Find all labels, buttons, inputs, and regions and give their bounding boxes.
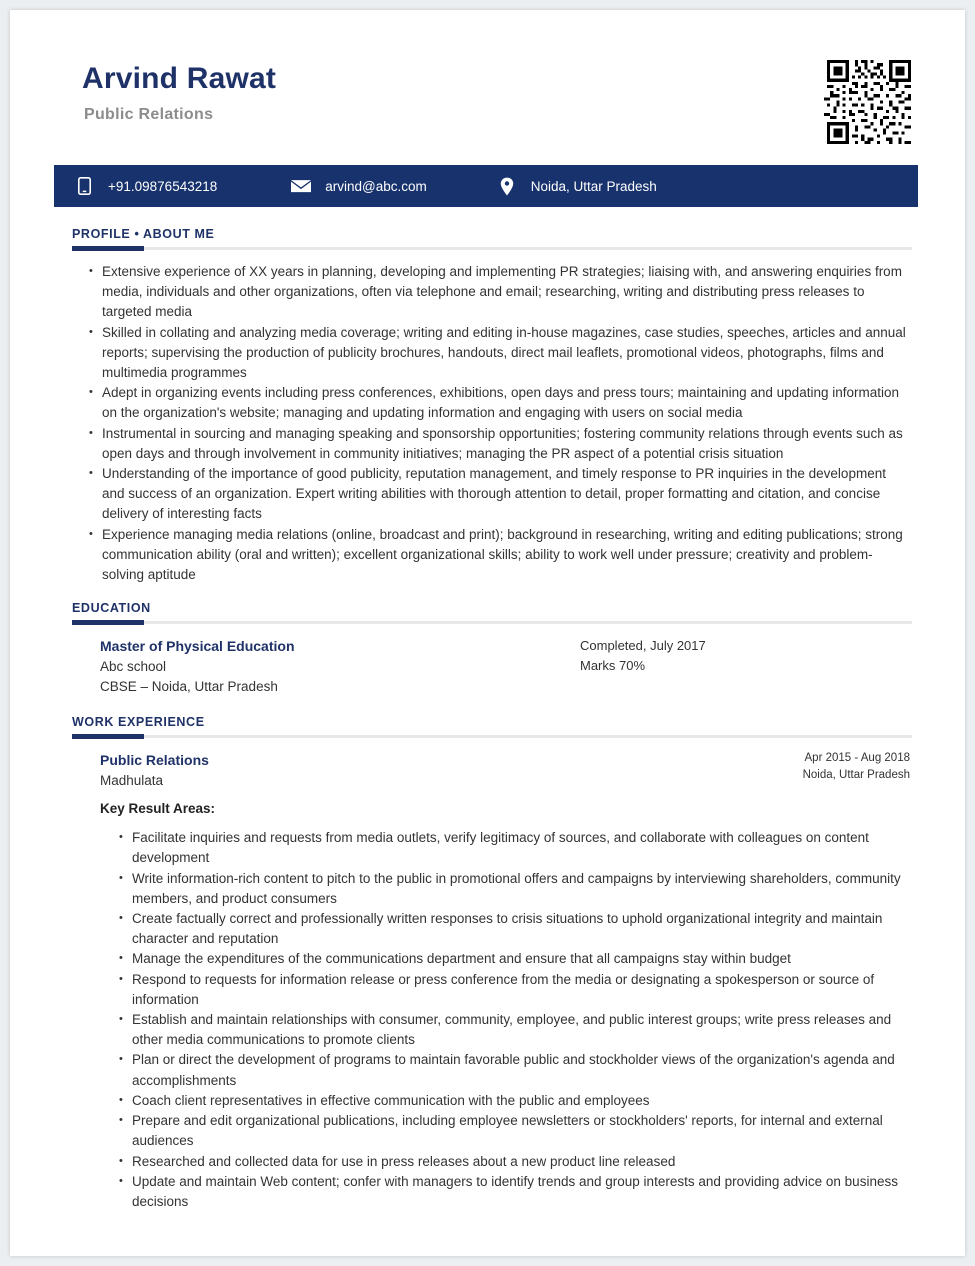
resume-header bbox=[10, 10, 965, 165]
education-degree: Master of Physical Education bbox=[100, 638, 295, 655]
section-work-experience bbox=[10, 715, 965, 1212]
work-dates: Apr 2015 - Aug 2018 bbox=[804, 752, 910, 765]
section-work-title: WORK EXPERIENCE bbox=[72, 715, 205, 730]
list-item: • Respond to requests for information release or press conference from the media or designating a spokesperson or source of information bbox=[118, 970, 910, 1010]
list-item: • Update and maintain Web content; confer with managers to identify trends and group interests and providing advice on business decisions bbox=[118, 1172, 910, 1212]
section-education-title: EDUCATION bbox=[72, 601, 151, 616]
work-role: Public Relations bbox=[100, 752, 209, 769]
education-status: Completed, July 2017 bbox=[580, 638, 706, 654]
resume-page bbox=[10, 10, 965, 1256]
education-entry-left bbox=[100, 636, 295, 697]
contact-location-text: Noida, Uttar Pradesh bbox=[530, 178, 657, 194]
list-item: • Understanding of the importance of good publicity, reputation management, and timely response to PR inquiries in the development and success of an organization. Expert writing abilities with thorough attention to detail, proper formatting and citation, and concise delivery of interesting facts bbox=[88, 464, 910, 525]
list-item: • Establish and maintain relationships with consumer, community, employee, and public interest groups; write press releases and other media communications to promote clients bbox=[118, 1010, 910, 1050]
list-item: • Coach client representatives in effective communication with the public and employees bbox=[118, 1091, 910, 1111]
envelope-icon bbox=[291, 176, 311, 196]
candidate-name: Arvind Rawat bbox=[82, 62, 277, 95]
section-profile-title: PROFILE • ABOUT ME bbox=[72, 227, 215, 241]
section-profile bbox=[10, 227, 965, 585]
education-school: Abc school bbox=[100, 659, 167, 675]
list-item: • Write information-rich content to pitch to the public in promotional offers and campaigns by interviewing shareholders, community members, and product consumers bbox=[118, 869, 910, 909]
contact-email-text: arvind@abc.com bbox=[325, 178, 427, 194]
list-item: • Adept in organizing events including press conferences, exhibitions, open days and press tours; maintaining and updating information on the organization's website; managing and updating information and engaging with users on social media bbox=[88, 383, 910, 423]
section-work-header bbox=[10, 715, 965, 738]
contact-phone[interactable] bbox=[74, 176, 217, 196]
list-item: • Create factually correct and professionally written responses to crisis situations to uphold organizational integrity and maintain character and reputation bbox=[118, 909, 910, 949]
section-divider bbox=[72, 247, 912, 250]
work-location: Noida, Uttar Pradesh bbox=[802, 769, 910, 782]
contact-phone-text: +91.09876543218 bbox=[108, 178, 218, 194]
contact-location[interactable] bbox=[497, 176, 657, 196]
contact-email[interactable] bbox=[291, 176, 427, 196]
list-item: • Extensive experience of XX years in planning, developing and implementing PR strategies; liaising with, and answering enquiries from media, individuals and other organizations, often via telephone and email; researching, writing and distributing press releases to targeted media bbox=[88, 262, 910, 323]
list-item: • Plan or direct the development of programs to maintain favorable public and stockholder views of the organization's agenda and accomplishments bbox=[118, 1050, 910, 1090]
phone-icon bbox=[74, 176, 94, 196]
work-company: Madhulata bbox=[100, 773, 164, 789]
key-result-areas-label: Key Result Areas: bbox=[100, 801, 216, 817]
work-bullet-list bbox=[10, 816, 965, 1212]
work-entry-left bbox=[100, 750, 209, 791]
education-entry-right bbox=[580, 636, 910, 676]
list-item: • Researched and collected data for use in press releases about a new product line released bbox=[118, 1152, 910, 1172]
profile-bullet-list bbox=[10, 250, 965, 585]
section-education bbox=[10, 601, 965, 697]
list-item: • Experience managing media relations (online, broadcast and print); background in researching, writing and editing publications; strong communication ability (oral and written); excellent organizational skills; ability to work well under pressure; creativity and problem-solving aptitude bbox=[88, 525, 910, 586]
list-item: • Facilitate inquiries and requests from media outlets, verify legitimacy of sources, and collaborate with colleagues on content development bbox=[118, 828, 910, 868]
section-profile-header bbox=[10, 227, 965, 250]
map-pin-icon bbox=[497, 176, 517, 196]
list-item: • Instrumental in sourcing and managing speaking and sponsorship opportunities; fostering community relations through events such as open days and through involvement in community initiatives; managing the PR aspect of a potential crisis situation bbox=[88, 424, 910, 464]
contact-bar bbox=[54, 165, 918, 207]
list-item: • Skilled in collating and analyzing media coverage; writing and editing in-house magazines, case studies, speeches, articles and annual reports; supervising the production of publicity brochures, handouts, direct mail leaflets, promotional videos, photographs, films and multimedia programmes bbox=[88, 323, 910, 384]
education-board: CBSE – Noida, Uttar Pradesh bbox=[100, 679, 278, 695]
list-item: • Manage the expenditures of the communications department and ensure that all campaigns stay within budget bbox=[118, 949, 910, 969]
education-marks: Marks 70% bbox=[580, 658, 646, 674]
section-education-header bbox=[10, 601, 965, 624]
work-entry-right bbox=[803, 750, 910, 784]
education-entry bbox=[10, 624, 965, 697]
candidate-title: Public Relations bbox=[84, 106, 214, 123]
list-item: • Prepare and edit organizational publications, including employee newsletters or stockholders' reports, for internal and external audiences bbox=[118, 1111, 910, 1151]
resume-body bbox=[10, 207, 965, 1212]
qr-code-icon[interactable] bbox=[824, 57, 914, 147]
work-entry bbox=[10, 738, 965, 791]
